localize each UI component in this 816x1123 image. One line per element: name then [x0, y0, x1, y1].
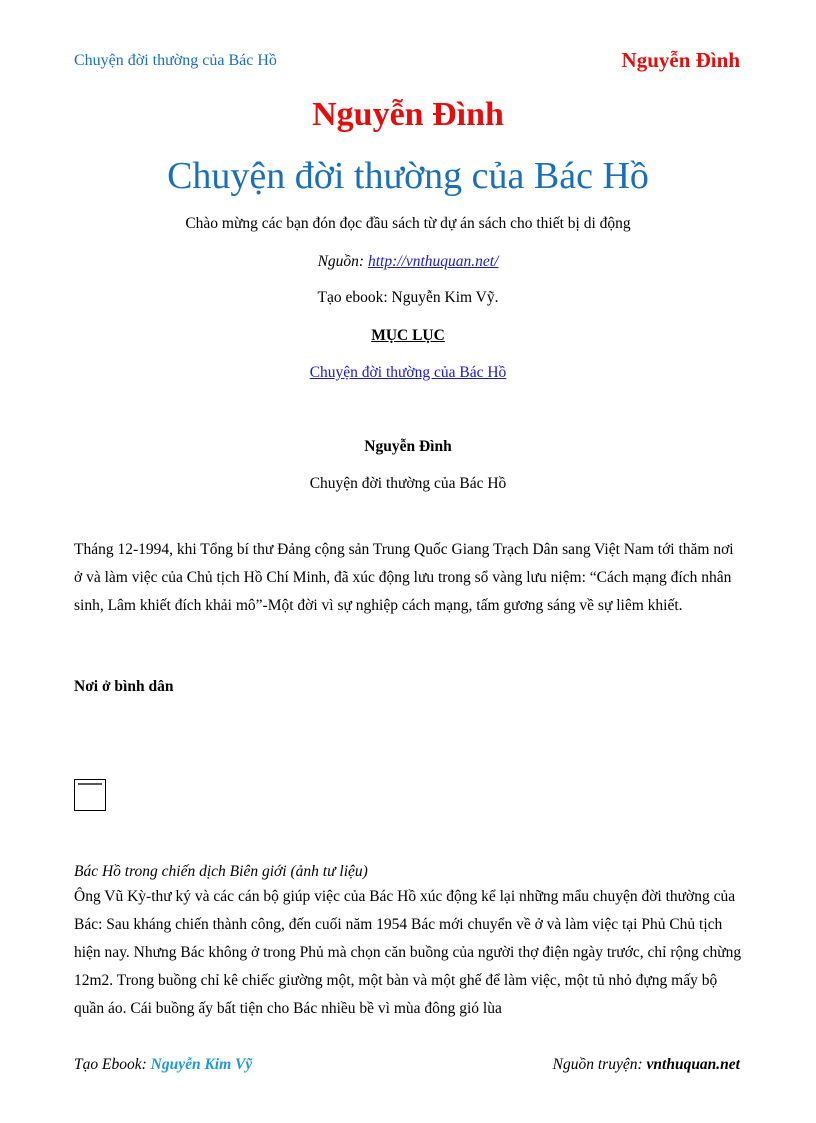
welcome-text: Chào mừng các bạn đón đọc đầu sách từ dự án sách cho thiết bị di động [185, 215, 631, 232]
source-line [0, 253, 816, 271]
author-title: Nguyễn Đình [312, 96, 504, 133]
source-label: Nguồn: [317, 253, 368, 270]
running-header-author: Nguyễn Đình [621, 48, 740, 72]
toc-heading: MỤC LỤC [371, 327, 445, 344]
intro-paragraph: Tháng 12-1994, khi Tổng bí thư Đảng cộng sản Trung Quốc Giang Trạch Dân sang Việt Nam tới thăm nơi ở và làm việc của Chủ tịch Hồ Chí Minh, đã xúc động lưu trong sổ vàng lưu niệm: “Cách mạng đích nhân sinh, Lâm khiết đích khải mô”-Một đời vì sự nghiệp cách mạng, tấm gương sáng về sự liêm khiết. [74, 541, 734, 614]
photo-placeholder [74, 779, 106, 811]
footer-source-site: vnthuquan.net [646, 1056, 740, 1073]
photo-placeholder-mark [78, 783, 102, 785]
ebook-creator-line: Tạo ebook: Nguyễn Kim Vỹ. [317, 289, 499, 306]
body-paragraph: Ông Vũ Kỳ-thư ký và các cán bộ giúp việc của Bác Hồ xúc động kể lại những mẩu chuyện đời thường của Bác: Sau kháng chiến thành công, đến cuối năm 1954 Bác mới chuyển về ở và làm việc tại Phủ Chủ tịch hiện nay. Nhưng Bác không ở trong Phủ mà chọn căn buồng của người thợ điện ngày trước, chỉ rộng chừng 12m2. Trong buồng chỉ kê chiếc giường một, một bàn và một ghế để làm việc, một tủ nhỏ đựng mấy bộ quần áo. Cái buồng ấy bất tiện cho Bác nhiều bề vì mùa đông gió lùa [74, 888, 742, 1017]
source-link[interactable]: http://vnthuquan.net/ [367, 253, 499, 270]
footer-right-label: Nguồn truyện [552, 1056, 638, 1073]
toc-link-chapter [0, 364, 816, 382]
footer-right-sep: : [637, 1056, 647, 1073]
section-heading: Nơi ở bình dân [74, 678, 174, 695]
footer-ebook-credit [74, 1056, 252, 1074]
footer-source-credit [553, 1056, 740, 1074]
toc-chapter-link[interactable]: Chuyện đời thường của Bác Hồ [309, 364, 507, 381]
footer-left-label: Tạo Ebook [74, 1056, 142, 1073]
chapter-title: Chuyện đời thường của Bác Hồ [309, 475, 507, 492]
running-header-book-title: Chuyện đời thường của Bác Hồ [74, 52, 277, 69]
book-title: Chuyện đời thường của Bác Hồ [167, 155, 649, 197]
chapter-author: Nguyễn Đình [364, 438, 452, 455]
image-caption: Bác Hồ trong chiến dịch Biên giới (ảnh tư liệu) [74, 863, 368, 880]
footer-left-sep: : [141, 1056, 151, 1073]
footer-creator-name: Nguyễn Kim Vỹ [150, 1056, 253, 1073]
